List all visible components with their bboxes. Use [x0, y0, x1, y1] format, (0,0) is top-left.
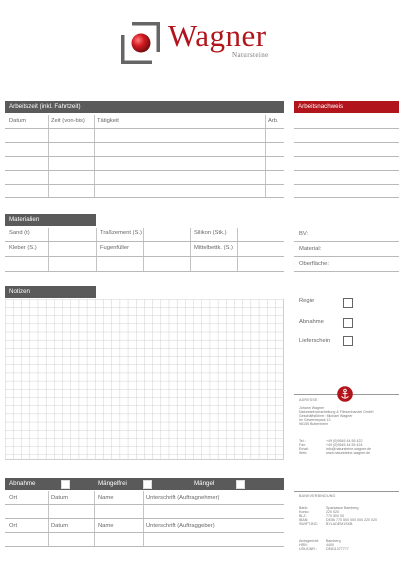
- section-header-arbeitszeit: [5, 101, 284, 113]
- adresse-line: Natursteinverarbeitung & Fliesenhandel GmbH: [299, 410, 374, 415]
- check-label-lieferschein: Lieferschein: [299, 338, 331, 344]
- maengel-label: Mängel: [194, 480, 215, 487]
- bank-label: USt-IDNR.:: [299, 547, 317, 552]
- column-header-taetigkeit: Tätigkeit: [97, 118, 119, 124]
- field-label-bv: BV:: [299, 231, 309, 237]
- adresse-line: Geschäftsführer: Michael Wagner: [299, 414, 353, 419]
- bank-value: 220 020: [326, 510, 339, 515]
- table-row[interactable]: [5, 197, 284, 198]
- adresse-title: ADRESSE: [299, 398, 318, 402]
- column-header-datum: Datum: [9, 118, 27, 124]
- adresse-line: Im Gewerbepark 13: [299, 418, 331, 423]
- notes-grid[interactable]: [5, 299, 284, 460]
- section-title: Arbeitszeit (inkl. Fahrtzeit): [9, 103, 81, 110]
- bank-value: DE811377777: [326, 547, 349, 552]
- line-field[interactable]: [294, 184, 399, 185]
- bank-label: Konto:: [299, 510, 310, 515]
- section-header-arbeitsnachweis: [294, 101, 399, 113]
- table-row[interactable]: [5, 271, 284, 272]
- column-divider: [237, 228, 238, 271]
- divider: [294, 491, 399, 492]
- table-row[interactable]: [5, 241, 284, 242]
- section-title: Materialien: [9, 216, 40, 223]
- company-logo: [119, 18, 173, 66]
- line-field[interactable]: [294, 170, 399, 171]
- column-divider: [96, 228, 97, 271]
- adresse-line: 96155 Buttenheim: [299, 422, 329, 427]
- bank-value: 4400: [326, 543, 334, 548]
- check-label-regie: Regie: [299, 298, 315, 304]
- abnahme-header-checkbox[interactable]: [61, 480, 70, 489]
- table-row[interactable]: [5, 156, 284, 157]
- material-field[interactable]: [294, 256, 399, 257]
- bank-label: HRB:: [299, 543, 308, 548]
- bank-title: BANKVERBINDUNG: [299, 494, 336, 498]
- abnahme-header: [5, 478, 284, 490]
- abnahme-label: Abnahme: [9, 480, 36, 487]
- bank-label: IBAN:: [299, 518, 309, 523]
- sig-label-unterschrift: Unterschrift (Auftragnehmer): [146, 495, 220, 501]
- column-divider: [190, 228, 191, 271]
- bank-label: BLZ:: [299, 514, 307, 519]
- material-label-sand: Sand (t): [9, 230, 30, 236]
- line-field[interactable]: [294, 197, 399, 198]
- material-label-silikon: Silikon (Stk.): [194, 230, 227, 236]
- bank-label: SWIFT-BIC:: [299, 522, 319, 527]
- bank-label: Amtsgericht:: [299, 539, 319, 543]
- section-header-materialien: [5, 214, 96, 226]
- maengelfrei-label: Mängelfrei: [98, 480, 127, 487]
- brand-name: Wagner: [168, 18, 267, 53]
- table-row[interactable]: [5, 170, 284, 171]
- bank-value: 770 500 00: [326, 514, 344, 519]
- sig-label-ort: Ort: [9, 495, 18, 501]
- section-title: Notizen: [9, 288, 30, 295]
- field-label-material: Material:: [299, 246, 322, 252]
- logo-mark-icon: [119, 18, 173, 66]
- contact-label-email: Email:: [299, 447, 309, 452]
- bank-value: Sparkasse Bamberg: [326, 506, 359, 510]
- bank-value: BYLADEM1SKB: [326, 522, 353, 527]
- bank-value: Bamberg: [326, 539, 341, 543]
- regie-checkbox[interactable]: [343, 298, 353, 308]
- anchor-badge-icon: [337, 386, 353, 402]
- lieferschein-checkbox[interactable]: [343, 336, 353, 346]
- brand-subtitle: Natursteine: [232, 51, 269, 59]
- column-divider: [48, 228, 49, 271]
- signature-line[interactable]: [5, 546, 284, 547]
- column-divider: [143, 228, 144, 271]
- table-row[interactable]: [5, 256, 284, 257]
- contact-label-web: Web:: [299, 451, 308, 456]
- table-row[interactable]: [5, 128, 284, 129]
- material-label-fugenfueller: Fugenfüller: [100, 245, 130, 251]
- sig-label-name: Name: [98, 495, 114, 501]
- signature-line[interactable]: [5, 504, 284, 505]
- sig-label-name: Name: [98, 523, 114, 529]
- check-label-abnahme: Abnahme: [299, 319, 324, 325]
- sig-label-unterschrift: Unterschrift (Auftraggeber): [146, 523, 215, 529]
- line-field[interactable]: [294, 142, 399, 143]
- sig-label-ort: Ort: [9, 523, 18, 529]
- table-row[interactable]: [5, 184, 284, 185]
- section-header-notizen: [5, 286, 96, 298]
- abnahme-checkbox[interactable]: [343, 318, 353, 328]
- maengelfrei-checkbox[interactable]: [143, 480, 152, 489]
- material-label-kleber: Kleber (S.): [9, 245, 37, 251]
- table-row[interactable]: [5, 142, 284, 143]
- oberflaeche-field[interactable]: [294, 271, 399, 272]
- line-field[interactable]: [294, 128, 399, 129]
- bv-field[interactable]: [294, 241, 399, 242]
- material-label-mittelbett: Mittelbettk. (S.): [194, 245, 233, 251]
- signature-line[interactable]: [5, 532, 284, 533]
- contact-value-tel: +49 (0)9545 44 55 422: [326, 439, 363, 443]
- sig-label-datum: Datum: [51, 495, 69, 501]
- line-field[interactable]: [294, 156, 399, 157]
- contact-value-fax: +49 (0)9545 44 55 424: [326, 443, 363, 448]
- signature-line[interactable]: [5, 518, 284, 519]
- bank-value: DE56 770 500 000 000 220 020: [326, 518, 377, 523]
- field-label-oberflaeche: Oberfläche:: [299, 261, 329, 267]
- contact-label-tel: Tel.:: [299, 439, 306, 443]
- adresse-line: Johann Wagner: [299, 406, 325, 410]
- contact-label-fax: Fax:: [299, 443, 306, 448]
- contact-value-email[interactable]: info@natursteine-wagner.de: [326, 447, 372, 452]
- sig-label-datum: Datum: [51, 523, 69, 529]
- material-label-trasszement: Traßzement (S.): [100, 230, 142, 236]
- column-header-zeit: Zeit (von-bis): [51, 118, 85, 124]
- contact-value-web[interactable]: www.natursteine-wagner.de: [326, 451, 371, 456]
- column-header-arb: Arb.: [268, 118, 279, 124]
- section-title: Arbeitsnachweis: [298, 103, 344, 110]
- bank-label: Bank:: [299, 506, 309, 510]
- maengel-checkbox[interactable]: [236, 480, 245, 489]
